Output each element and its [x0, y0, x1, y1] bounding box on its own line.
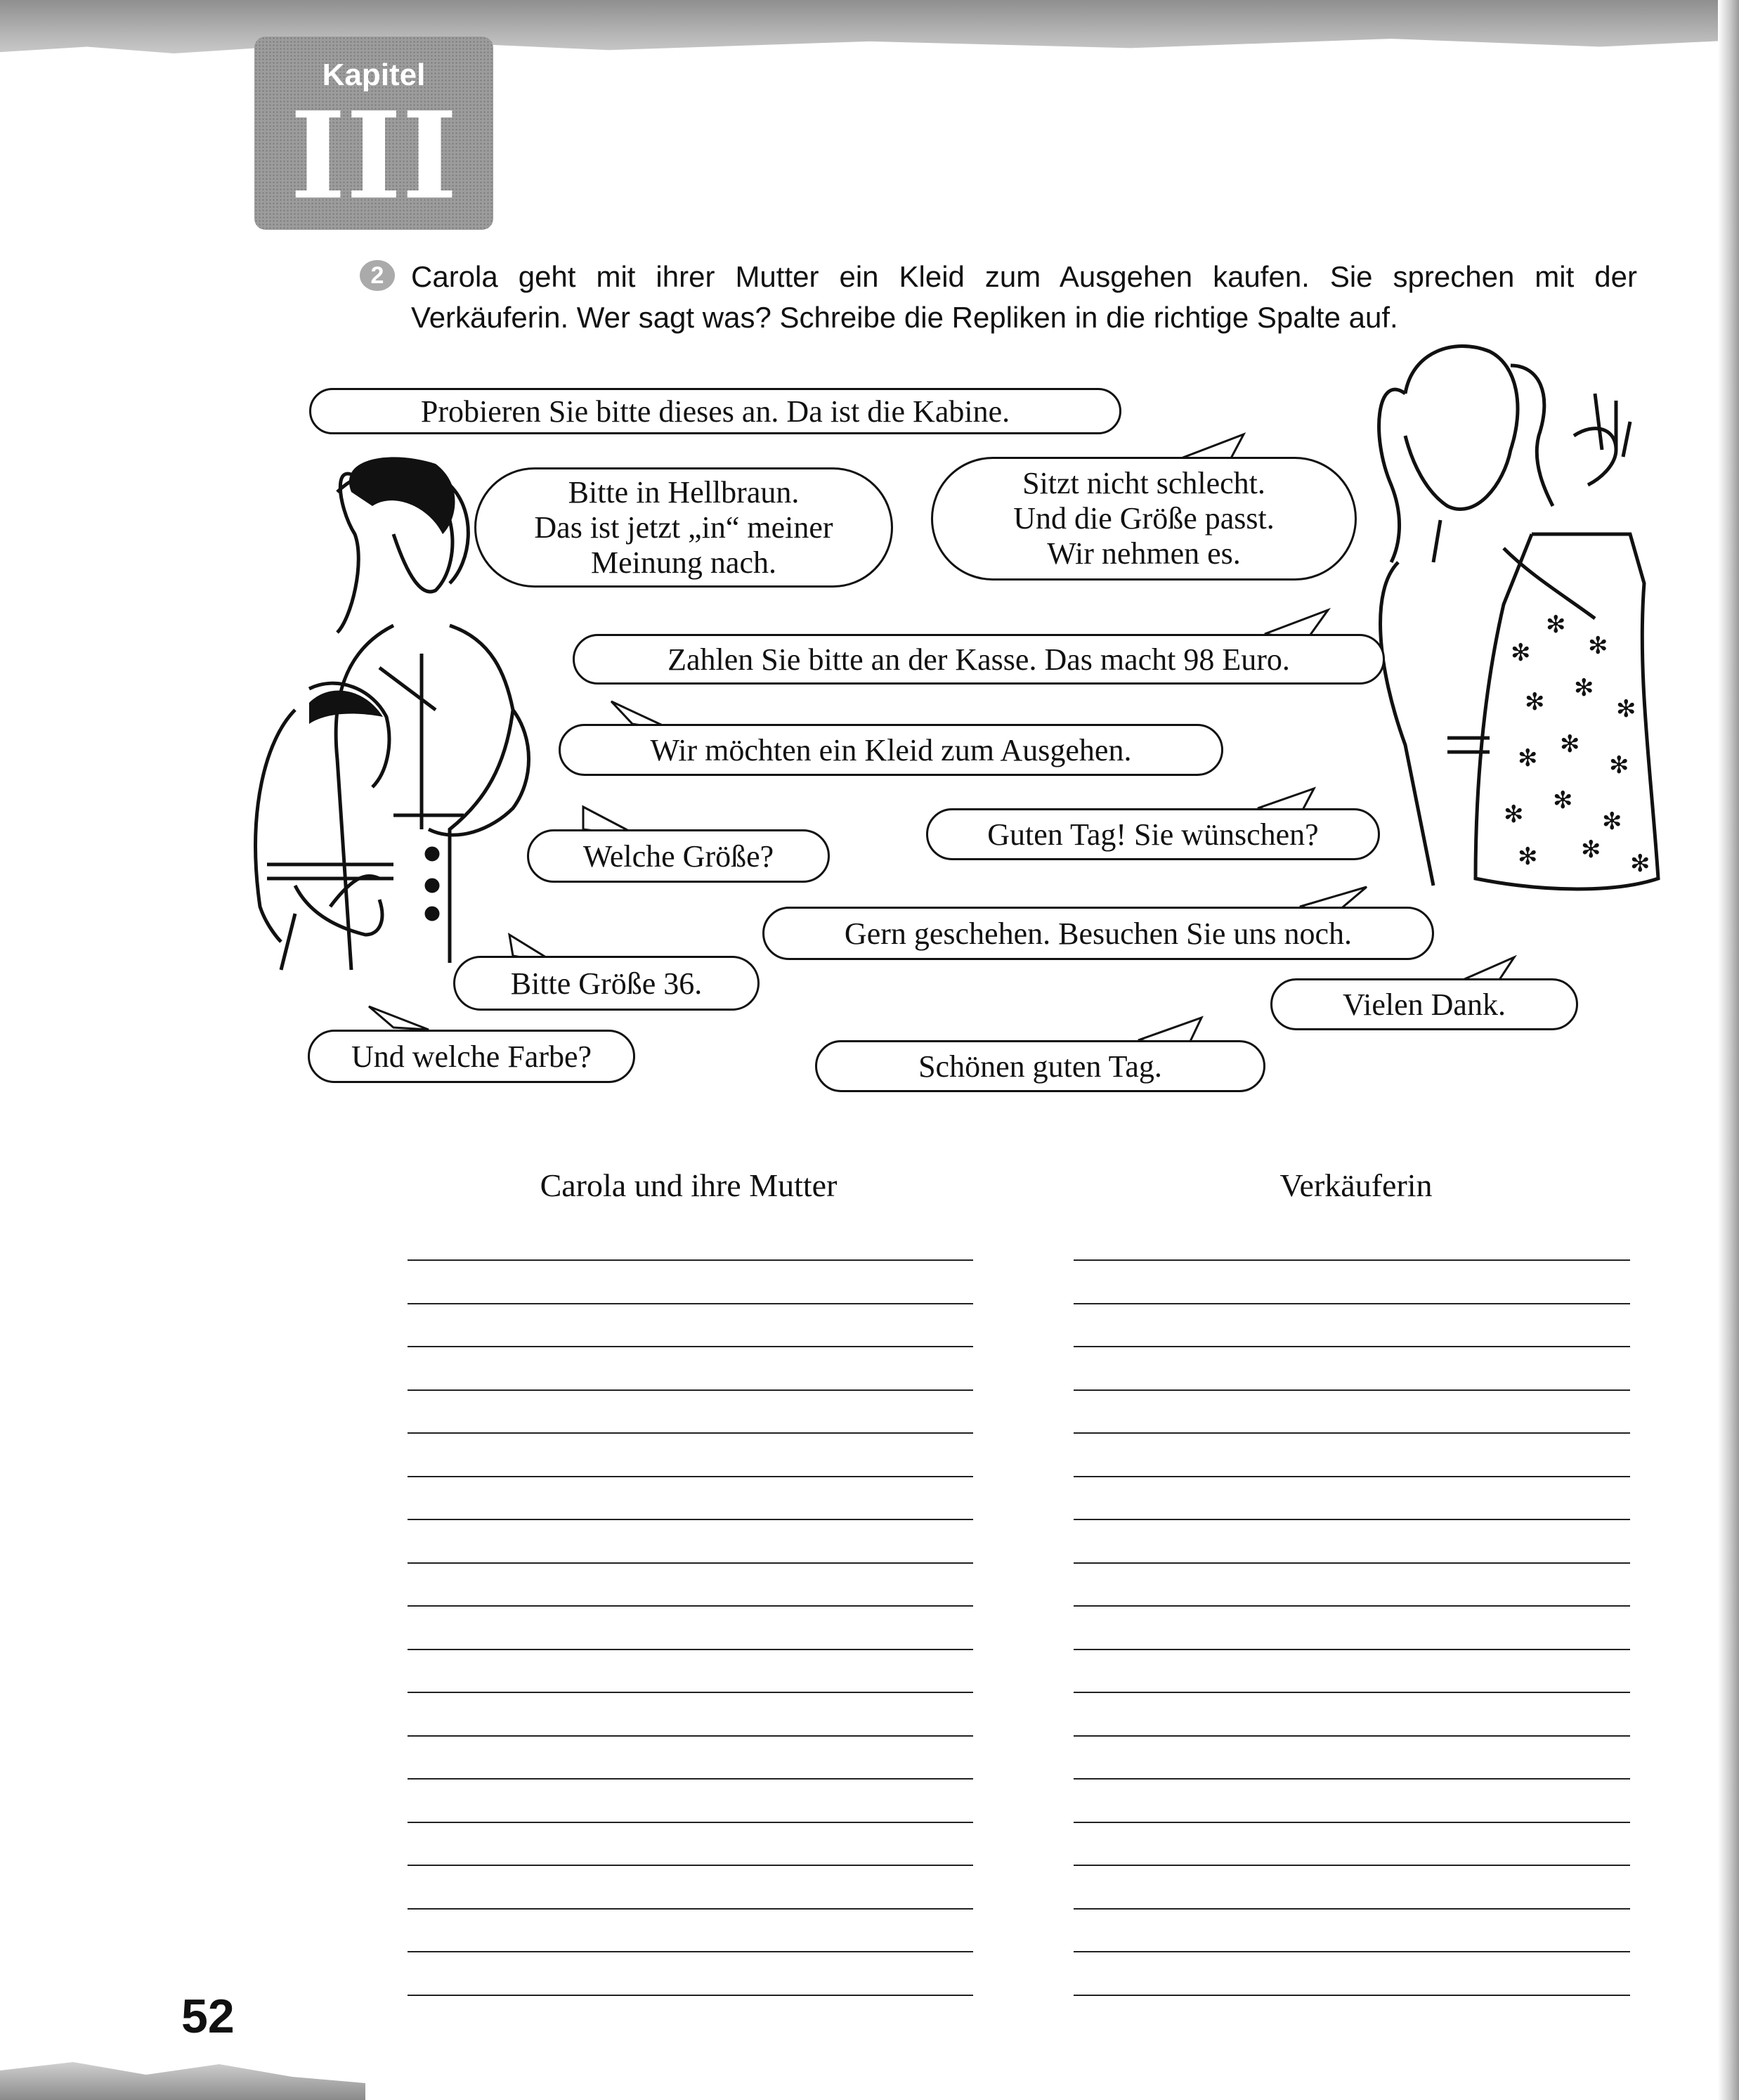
answer-line[interactable]	[408, 1519, 973, 1520]
speech-bubble-sitzt	[931, 457, 1357, 581]
answer-line[interactable]	[408, 1951, 973, 1952]
svg-text:✻: ✻	[1609, 751, 1629, 779]
task-number-icon: 2	[360, 260, 395, 291]
bubble-line: Meinung nach.	[591, 545, 776, 580]
speech-bubble-gern: Gern geschehen. Besuchen Sie uns noch.	[762, 907, 1434, 960]
answer-line[interactable]	[1074, 1519, 1630, 1520]
speech-bubble-farbe: Und welche Farbe?	[308, 1030, 635, 1083]
speech-bubble-hellbraun	[474, 467, 893, 588]
answer-line[interactable]	[1074, 1259, 1630, 1261]
answer-line[interactable]	[1074, 1389, 1630, 1391]
column-heading-verkaeuferin: Verkäuferin	[1279, 1167, 1433, 1203]
svg-text:✻: ✻	[1511, 639, 1531, 667]
speech-bubble-groesse-36: Bitte Größe 36.	[453, 956, 760, 1011]
answer-line[interactable]	[408, 1735, 973, 1737]
bubble-line: Das ist jetzt „in“ meiner	[534, 510, 833, 545]
answer-line[interactable]	[1074, 1995, 1630, 1996]
speech-bubble-probieren: Probieren Sie bitte dieses an. Da ist die Kabine.	[309, 388, 1121, 434]
answer-line[interactable]	[408, 1822, 973, 1823]
svg-text:✻: ✻	[1616, 695, 1636, 723]
svg-text:✻: ✻	[1560, 730, 1580, 758]
task-instruction: Carola geht mit ihrer Mutter ein Kleid zum Ausgehen kaufen. Sie sprechen mit der Verkäuferin. Wer sagt was? Schreibe die Repliken in die richtige Spalte auf.	[411, 260, 1637, 334]
answer-line[interactable]	[1074, 1692, 1630, 1693]
answer-line[interactable]	[1074, 1908, 1630, 1910]
answer-line[interactable]	[408, 1865, 973, 1866]
speech-bubble-kleid: Wir möchten ein Kleid zum Ausgehen.	[559, 724, 1223, 776]
answer-line[interactable]	[1074, 1822, 1630, 1823]
answer-line[interactable]	[1074, 1476, 1630, 1477]
speech-bubble-zahlen: Zahlen Sie bitte an der Kasse. Das macht 98 Euro.	[573, 634, 1385, 685]
svg-text:✻: ✻	[1525, 688, 1545, 716]
svg-text:✻: ✻	[1574, 674, 1594, 702]
answer-line[interactable]	[1074, 1346, 1630, 1347]
answer-line[interactable]	[408, 1649, 973, 1650]
answer-line[interactable]	[408, 1908, 973, 1910]
bubble-line: Sitzt nicht schlecht.	[1022, 466, 1265, 500]
answer-line[interactable]	[408, 1432, 973, 1434]
answer-line[interactable]	[408, 1346, 973, 1347]
answer-line[interactable]	[1074, 1432, 1630, 1434]
bubble-line: Bitte in Hellbraun.	[568, 474, 800, 510]
answer-lines-right	[1074, 1259, 1630, 1997]
answer-line[interactable]	[408, 1605, 973, 1607]
svg-text:✻: ✻	[1518, 843, 1538, 871]
svg-text:✻: ✻	[1630, 850, 1650, 878]
svg-text:✻: ✻	[1581, 836, 1601, 864]
answer-line[interactable]	[408, 1259, 973, 1261]
answer-line[interactable]	[408, 1995, 973, 1996]
answer-line[interactable]	[1074, 1735, 1630, 1737]
page-number: 52	[181, 1990, 235, 2043]
svg-text:✻: ✻	[1518, 744, 1538, 772]
answer-line[interactable]	[408, 1778, 973, 1780]
bubble-line: Wir nehmen es.	[1047, 536, 1241, 571]
answer-line[interactable]	[1074, 1562, 1630, 1564]
answer-line[interactable]	[1074, 1605, 1630, 1607]
answer-lines-left	[408, 1259, 973, 1997]
answer-line[interactable]	[408, 1303, 973, 1304]
speech-bubble-welche-groesse: Welche Größe?	[527, 829, 830, 883]
answer-line[interactable]	[1074, 1778, 1630, 1780]
column-heading-carola: Carola und ihre Mutter	[540, 1167, 838, 1203]
answer-line[interactable]	[1074, 1865, 1630, 1866]
chapter-label: Kapitel	[322, 58, 426, 92]
answer-line[interactable]	[408, 1476, 973, 1477]
svg-text:✻: ✻	[1546, 611, 1566, 639]
answer-line[interactable]	[1074, 1951, 1630, 1952]
answer-line[interactable]	[408, 1562, 973, 1564]
answer-line[interactable]	[408, 1692, 973, 1693]
svg-text:✻: ✻	[1588, 632, 1608, 660]
svg-text:✻: ✻	[1504, 801, 1524, 829]
svg-text:✻: ✻	[1602, 808, 1622, 836]
answer-line[interactable]	[408, 1389, 973, 1391]
speech-bubble-guten-tag: Guten Tag! Sie wünschen?	[926, 808, 1380, 860]
answer-line[interactable]	[1074, 1303, 1630, 1304]
chapter-number: III	[289, 86, 458, 226]
svg-text:✻: ✻	[1553, 786, 1573, 815]
bubble-line: Und die Größe passt.	[1013, 501, 1275, 536]
speech-bubble-vielen-dank: Vielen Dank.	[1270, 978, 1578, 1030]
answer-line[interactable]	[1074, 1649, 1630, 1650]
speech-bubble-schoenen: Schönen guten Tag.	[815, 1040, 1265, 1092]
